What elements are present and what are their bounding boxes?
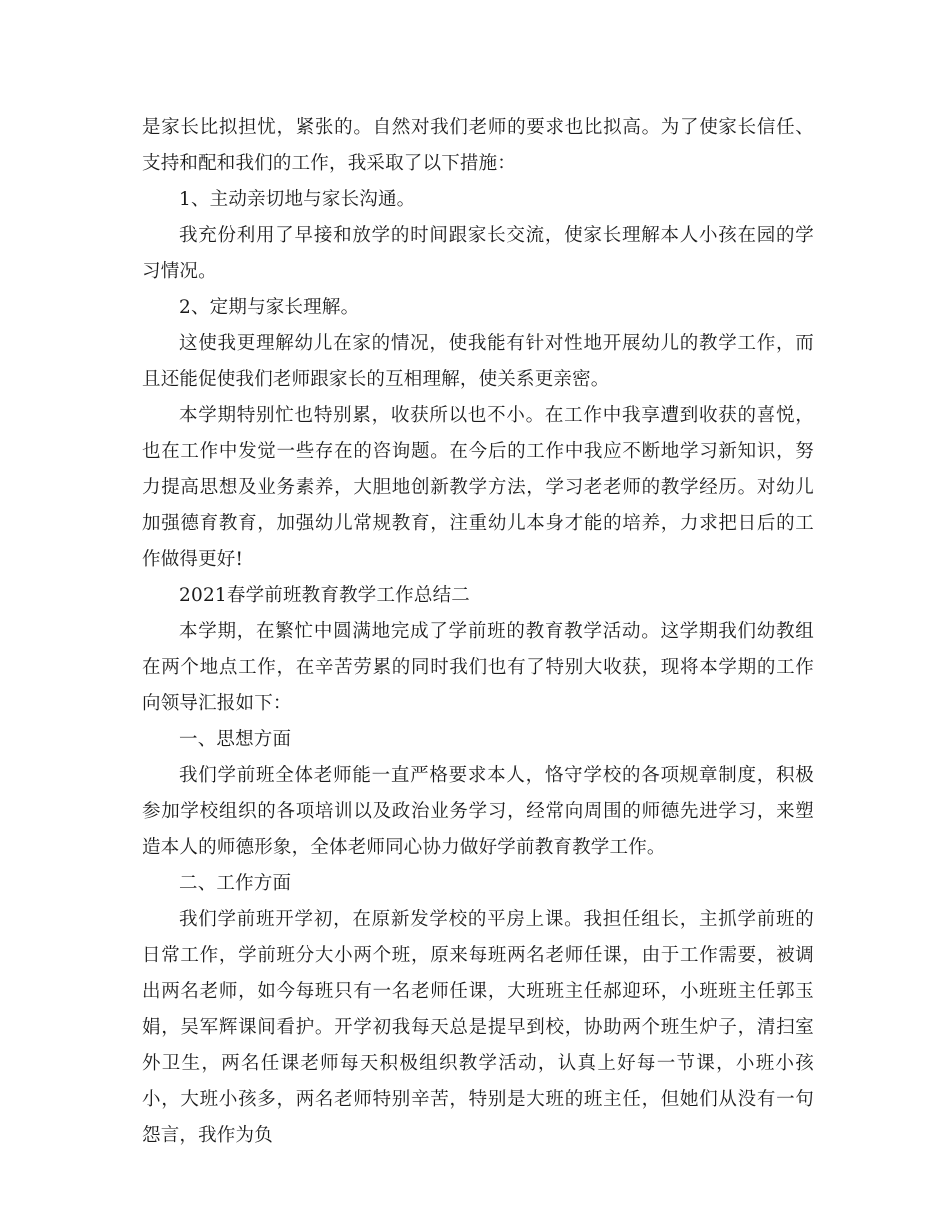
paragraph-understanding-detail: 这使我更理解幼儿在家的情况，使我能有针对性地开展幼儿的教学工作，而且还能促使我们老师跟家长的互相理解，使关系更亲密。 xyxy=(142,333,814,390)
paragraph-thought-aspect: 我们学前班全体老师能一直严格要求本人，恪守学校的各项规章制度，积极参加学校组织的各项培训以及政治业务学习，经常向周围的师德先进学习，来塑造本人的师德形象，全体老师同心协力做好学前教育教学工作。 xyxy=(142,765,814,858)
heading-thought-aspect: 一、思想方面 xyxy=(179,729,292,750)
heading-work-aspect: 二、工作方面 xyxy=(179,873,292,894)
paragraph-summary-intro: 本学期，在繁忙中圆满地完成了学前班的教育教学活动。这学期我们幼教组在两个地点工作，在辛苦劳累的同时我们也有了特别大收获，现将本学期的工作向领导汇报如下： xyxy=(142,621,814,714)
document-body xyxy=(142,110,814,1154)
paragraph-communication-detail: 我充份利用了早接和放学的时间跟家长交流，使家长理解本人小孩在园的学习情况。 xyxy=(142,225,814,282)
paragraph-work-aspect: 我们学前班开学初，在原新发学校的平房上课。我担任组长，主抓学前班的日常工作，学前班分大小两个班，原来每班两名老师任课，由于工作需要，被调出两名老师，如今每班只有一名老师任课，大班班主任郝迎环，小班班主任郭玉娟，吴军辉课间看护。开学初我每天总是提早到校，协助两个班生炉子，清扫室外卫生，两名任课老师每天积极组织教学活动，认真上好每一节课，小班小孩小，大班小孩多，两名老师特别辛苦，特别是大班的班主任，但她们从没有一句怨言，我作为负 xyxy=(142,909,814,1146)
paragraph-semester-reflection: 本学期特别忙也特别累，收获所以也不小。在工作中我享遭到收获的喜悦，也在工作中发觉一些存在的咨询题。在今后的工作中我应不断地学习新知识，努力提高思想及业务素养，大胆地创新教学方法，学习老老师的教学经历。对幼儿加强德育教育，加强幼儿常规教育，注重幼儿本身才能的培养，力求把日后的工作做得更好! xyxy=(142,405,814,570)
paragraph-continuation: 是家长比拟担忧，紧张的。自然对我们老师的要求也比拟高。为了使家长信任、支持和配和我们的工作，我采取了以下措施： xyxy=(142,117,814,174)
list-item-understanding: 2、定期与家长理解。 xyxy=(179,297,360,318)
section-title-summary-two: 2021春学前班教育教学工作总结二 xyxy=(179,585,470,606)
list-item-communication: 1、主动亲切地与家长沟通。 xyxy=(179,189,416,210)
